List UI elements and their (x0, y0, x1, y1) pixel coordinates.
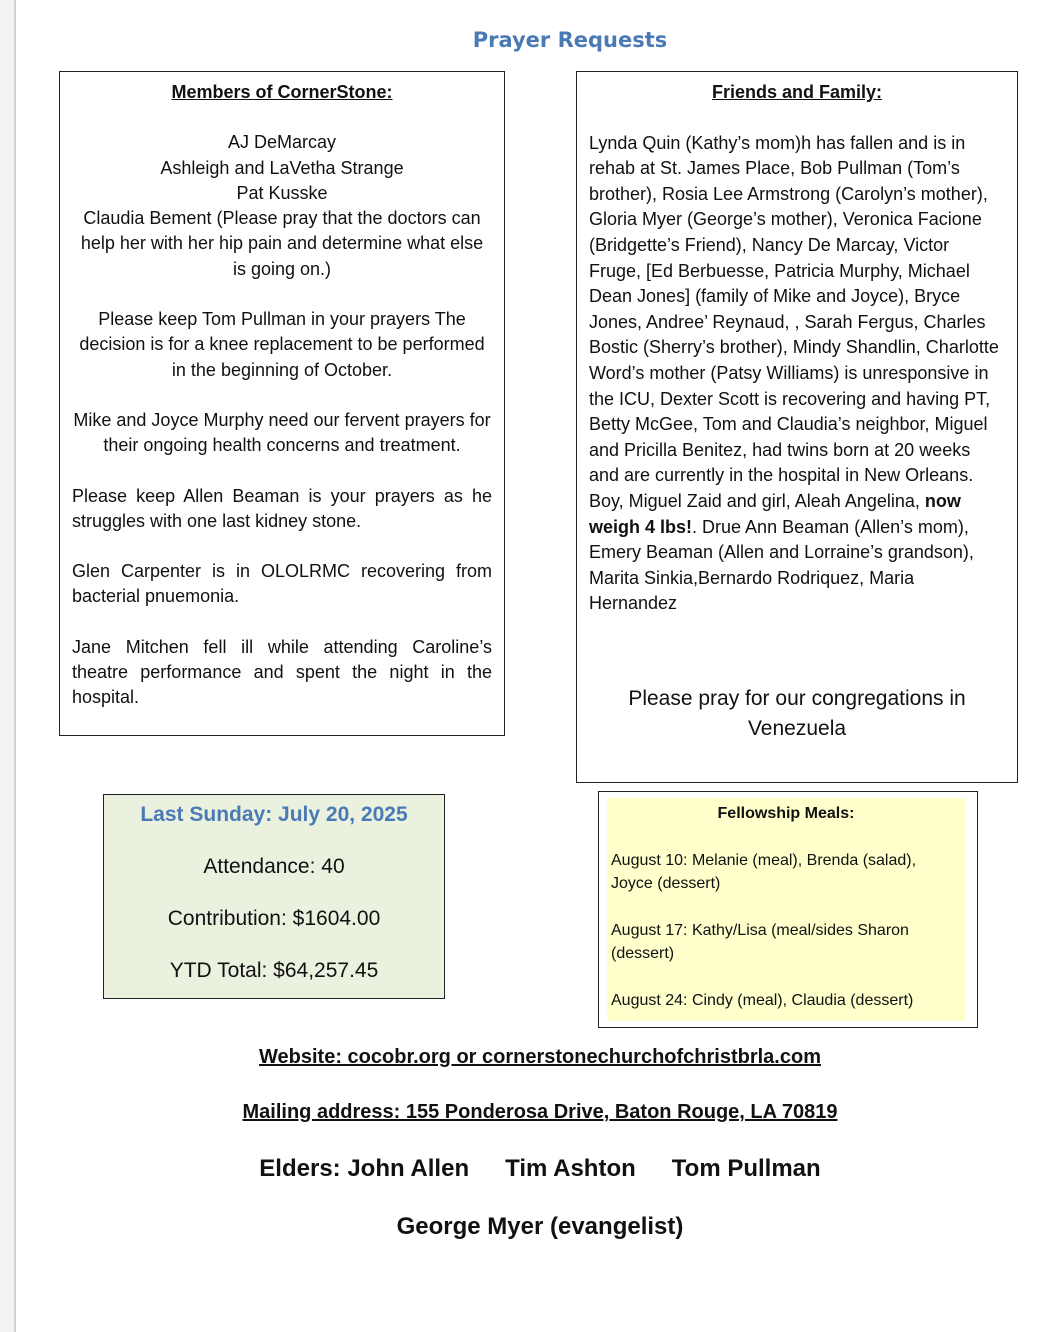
attendance: Attendance: 40 (203, 855, 345, 878)
elders-line (0, 1155, 1044, 1183)
friends-text-bold: now weigh 4 lbs! (589, 490, 961, 537)
member-name: Ashleigh and LaVetha Strange (160, 157, 404, 178)
mailing-address: Mailing address: 155 Ponderosa Drive, Baton Rouge, LA 70819 (242, 1101, 838, 1123)
website-link[interactable]: Website: cocobr.org or cornerstonechurchofchristbrla.com (259, 1046, 821, 1068)
ytd-total: YTD Total: $64,257.45 (169, 959, 379, 982)
friends-prayer-list (589, 131, 1005, 617)
elder-name: Tom Pullman (671, 1155, 821, 1182)
last-sunday-title: Last Sunday: July 20, 2025 (140, 803, 408, 826)
members-heading: Members of CornerStone: (171, 82, 393, 102)
members-box (59, 71, 505, 736)
last-sunday-box (103, 794, 445, 999)
prayer-beaman: Please keep Allen Beaman is your prayers as he struggles with one last kidney stone. (72, 485, 492, 531)
venezuela-prayer: Please pray for our congregations in Venezuela (628, 687, 966, 740)
friends-text-part: . Drue Ann Beaman (Allen’s mom), Emery Beaman (Allen and Lorraine’s grandson), Marita Sinkia,Bernardo Rodriquez, Maria Hernandez (589, 516, 974, 614)
prayer-pullman: Please keep Tom Pullman in your prayers The decision is for a knee replacement to be performed in the beginning of October. (79, 309, 485, 380)
friends-heading: Friends and Family: (711, 82, 883, 102)
prayer-claudia: Claudia Bement (Please pray that the doctors can help her with her hip pain and determine what else is going on.) (80, 208, 484, 279)
evangelist: George Myer (evangelist) (396, 1213, 684, 1240)
meal-entry: August 17: Kathy/Lisa (meal/sides Sharon (dessert) (611, 921, 909, 962)
page-title: Prayer Requests (472, 28, 668, 52)
contribution: Contribution: $1604.00 (167, 907, 381, 930)
prayer-murphy: Mike and Joyce Murphy need our fervent prayers for their ongoing health concerns and treatment. (73, 409, 491, 456)
member-name: AJ DeMarcay (227, 132, 337, 153)
elder-name: Elders: John Allen (259, 1155, 470, 1182)
elder-name: Tim Ashton (505, 1155, 636, 1182)
friends-text-part: Lynda Quin (Kathy’s mom)h has fallen and is in rehab at St. James Place, Bob Pullman (Tom’s brother), Rosia Lee Armstrong (Carolyn’s mother), Gloria Myer (George’s mother), Veronica Facione (Bridgette’s Friend), Nancy De Marcay, Victor Fruge, [Ed Berbuesse, Patricia Murphy, Michael Dean Jones] (family of Mike and Joyce), Bryce Jones, Andree’ Reynaud, , Sarah Fergus, Charles Bostic (Sherry’s brother), Mindy Shandlin, Charlotte Word’s mother (Patsy Williams) is unresponsive in the ICU, Dexter Scott is recovering and having PT, Betty McGee, Tom and Claudia’s neighbor, Miguel and Pricilla Benitez, had twins born at 20 weeks and are currently in the hospital in New Orleans. Boy, Miguel Zaid and girl, Aleah Angelina, (589, 132, 999, 511)
prayer-mitchen: Jane Mitchen fell ill while attending Caroline’s theatre performance and spent the night in the hospital. (72, 636, 492, 708)
prayer-carpenter: Glen Carpenter is in OLOLRMC recovering from bacterial pnuemonia. (72, 561, 492, 607)
fellowship-meals-panel (607, 798, 965, 1021)
meals-heading: Fellowship Meals: (717, 805, 855, 822)
friends-box (576, 71, 1018, 783)
page-left-edge (0, 0, 16, 1332)
member-name: Pat Kusske (236, 182, 328, 203)
meal-entry: August 24: Cindy (meal), Claudia (dessert) (611, 991, 914, 1009)
fellowship-meals-box (598, 791, 978, 1028)
meal-entry: August 10: Melanie (meal), Brenda (salad), Joyce (dessert) (611, 851, 917, 892)
